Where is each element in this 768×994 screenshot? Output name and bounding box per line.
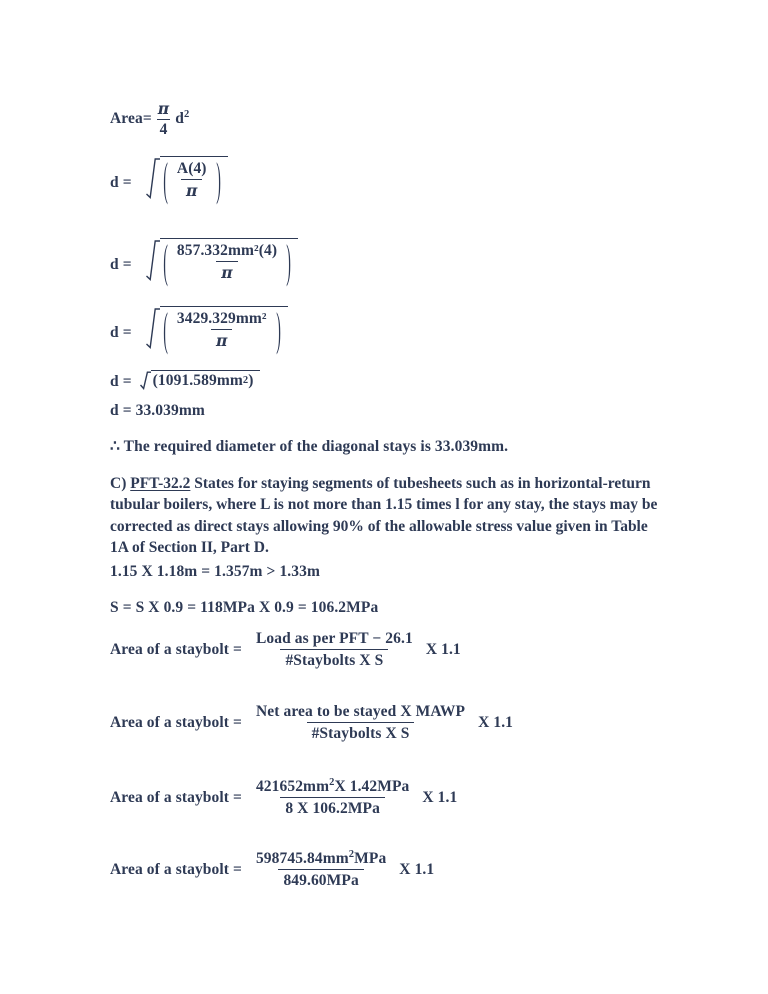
staybolt-3-tail: X 1.1 <box>422 788 458 806</box>
d-symbolic-fraction <box>172 160 212 204</box>
area-formula-numerator: π <box>157 99 170 118</box>
d-substituted-denominator: π <box>216 261 237 282</box>
staybolt-1-tail: X 1.1 <box>425 640 461 658</box>
d-substituted-numerator: 857.332mm²(4) <box>176 242 278 259</box>
paragraph-code: PFT-32.2 <box>130 475 191 492</box>
d-under-root-radicand: (1091.589mm 2 ) <box>151 370 260 390</box>
d-substituted-parenthesis <box>162 237 293 289</box>
equation-area-formula <box>110 100 189 139</box>
d-resolved-denominator: π <box>211 329 232 350</box>
area-formula-exponent: 2 <box>183 109 190 121</box>
staybolt-1-lhs: Area of a staybolt = <box>110 640 242 658</box>
equation-d-numerator-resolved <box>110 306 288 360</box>
equation-length-check <box>110 563 320 581</box>
staybolt-1-denominator: #Staybolts X S <box>280 649 388 670</box>
radical-icon <box>146 156 160 210</box>
d-under-root-sqrt <box>140 370 260 394</box>
area-formula-rhs <box>175 110 189 128</box>
d-substituted-lhs: d = <box>110 256 132 274</box>
left-paren-icon: ( <box>162 237 168 289</box>
staybolt-1-fraction <box>251 630 418 670</box>
radical-icon <box>146 238 160 292</box>
equation-staybolt-3 <box>110 778 457 818</box>
staybolt-4-tail: X 1.1 <box>399 860 435 878</box>
equation-d-substituted <box>110 238 298 292</box>
staybolt-4-num-exponent: 2 <box>348 848 355 860</box>
equation-d-under-root <box>110 370 260 394</box>
staybolt-4-fraction <box>251 850 391 890</box>
staybolt-3-num-value: 421652mm <box>255 778 330 795</box>
staybolt-2-numerator: Net area to be stayed X MAWP <box>255 703 466 720</box>
area-formula-variable: d <box>175 110 184 128</box>
staybolt-4-num-unit: MPa <box>354 850 387 867</box>
staybolt-3-fraction <box>251 778 414 818</box>
staybolt-3-num-factor: X 1.42MPa <box>334 778 410 795</box>
d-under-root-lhs: d = <box>110 373 132 391</box>
staybolt-2-fraction <box>251 703 470 743</box>
right-paren-icon: ) <box>275 305 281 357</box>
paragraph-body: States for staying segments of tubesheets such as in horizontal-return tubular boilers, where L is not more than 1.15 times l for any stay, the stays may be corrected as direct stays allowing 90% of the allowable stress value given in Table 1A of Section II, Part D. <box>110 475 658 557</box>
staybolt-4-lhs: Area of a staybolt = <box>110 860 242 878</box>
radical-icon <box>146 306 160 360</box>
staybolt-4-numerator <box>251 850 391 869</box>
staybolt-3-denominator: 8 X 106.2MPa <box>280 797 385 818</box>
staybolt-2-denominator: #Staybolts X S <box>307 722 415 743</box>
equation-d-result <box>110 402 205 420</box>
equation-staybolt-1 <box>110 630 461 670</box>
d-resolved-radicand <box>160 306 288 355</box>
d-substituted-fraction <box>172 242 282 286</box>
staybolt-3-lhs: Area of a staybolt = <box>110 788 242 806</box>
equation-staybolt-4 <box>110 850 434 890</box>
d-resolved-fraction <box>172 310 272 354</box>
left-paren-icon: ( <box>162 155 168 207</box>
d-resolved-numerator: 3429.329mm² <box>176 310 267 327</box>
paragraph-pft-32-2 <box>110 473 658 559</box>
conclusion-text: ∴ The required diameter of the diagonal stays is 33.039mm. <box>110 438 509 455</box>
equation-stress-reduction <box>110 599 378 617</box>
d-symbolic-numerator: A(4) <box>176 160 207 177</box>
staybolt-4-num-value: 598745.84mm <box>255 850 349 867</box>
d-resolved-sqrt <box>146 306 288 360</box>
staybolt-3-num-exponent: 2 <box>329 776 335 788</box>
stress-reduction-text: S = S X 0.9 = 118MPa X 0.9 = 106.2MPa <box>110 599 379 616</box>
d-symbolic-sqrt <box>146 156 228 210</box>
d-symbolic-lhs: d = <box>110 174 132 192</box>
staybolt-2-tail: X 1.1 <box>478 713 514 731</box>
d-substituted-sqrt <box>146 238 299 292</box>
right-paren-icon: ) <box>286 237 292 289</box>
d-symbolic-radicand <box>160 156 228 205</box>
equation-d-symbolic <box>110 156 228 210</box>
d-substituted-radicand <box>160 238 299 287</box>
equation-staybolt-2 <box>110 703 513 743</box>
area-formula-denominator: 4 <box>157 119 171 139</box>
radical-icon <box>140 370 151 394</box>
area-formula-lhs: Area= <box>110 110 152 128</box>
left-paren-icon: ( <box>162 305 168 357</box>
paragraph-label: C) <box>110 475 131 492</box>
d-symbolic-denominator: π <box>181 179 202 200</box>
conclusion-statement <box>110 438 508 456</box>
staybolt-2-lhs: Area of a staybolt = <box>110 713 242 731</box>
d-resolved-parenthesis <box>162 305 282 357</box>
staybolt-4-denominator: 849.60MPa <box>278 869 363 890</box>
d-resolved-lhs: d = <box>110 324 132 342</box>
staybolt-3-numerator <box>251 778 414 797</box>
d-symbolic-parenthesis <box>162 155 222 207</box>
staybolt-1-numerator: Load as per PFT − 26.1 <box>255 630 413 647</box>
area-formula-fraction <box>155 100 172 139</box>
d-result-text: d = 33.039mm <box>110 402 205 419</box>
length-check-text: 1.15 X 1.18m = 1.357m > 1.33m <box>110 563 320 580</box>
right-paren-icon: ) <box>215 155 221 207</box>
